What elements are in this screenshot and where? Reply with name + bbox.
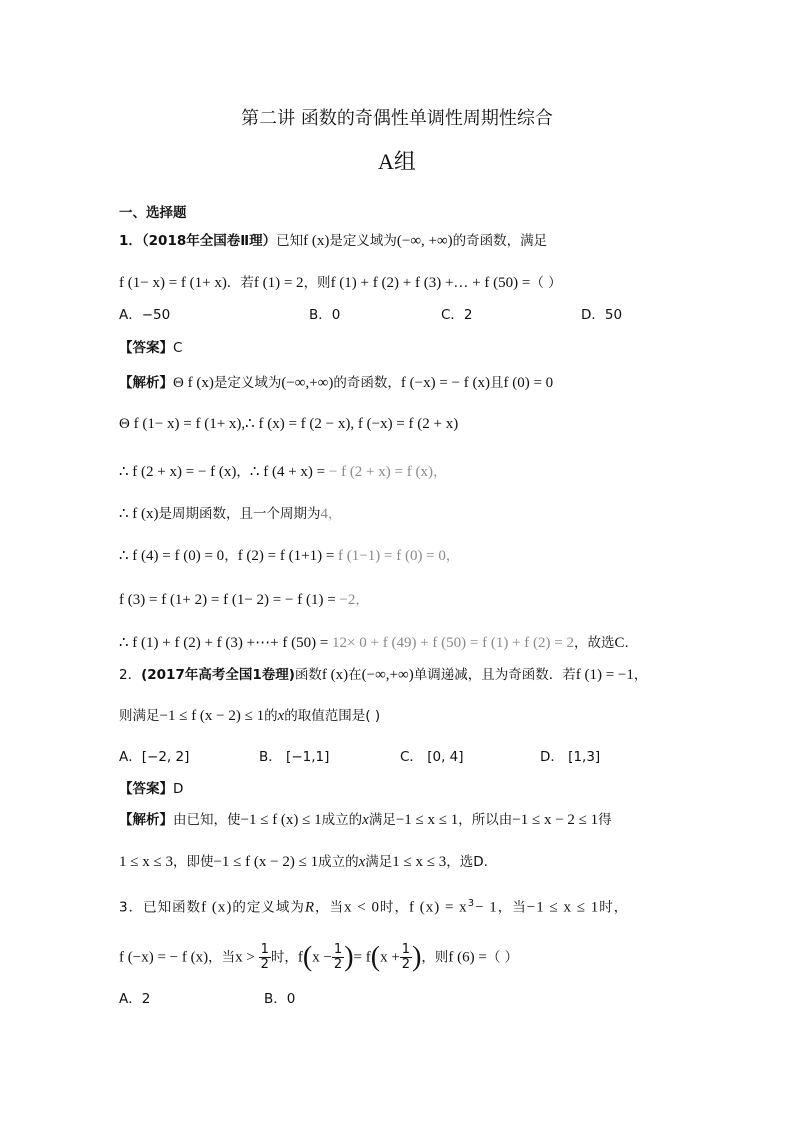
page-title: 第二讲 函数的奇偶性单调性周期性综合: [241, 108, 553, 129]
q3-stem: [119, 894, 628, 918]
q2-source: (2017年高考全国1卷理): [141, 667, 295, 683]
math: f (−x) = − f (x): [400, 375, 490, 391]
math: C: [614, 635, 625, 651]
q1-math: f (x): [303, 233, 330, 249]
q1-analysis-line-4: [119, 504, 342, 524]
text: ，所以由: [458, 812, 513, 828]
q1-option-d: D．50: [581, 307, 623, 323]
paren-open: (: [370, 941, 381, 973]
q2-number: 2．: [119, 667, 142, 683]
text: ，: [633, 667, 648, 683]
q3-option-a: A．2: [119, 991, 151, 1007]
math: −1 ≤ x − 2 ≤ 1: [512, 812, 599, 828]
math: ∴ f (1) + f (2) + f (3) +⋯+ f (50) =: [119, 635, 333, 651]
q1-analysis-line-1: [119, 373, 553, 393]
paren-close: ): [344, 941, 354, 973]
math: f (x) = x: [408, 899, 468, 916]
math: ∴ f (2 + x) = − f (x): [119, 464, 237, 480]
text: ，: [224, 548, 238, 564]
q1-option-b: B．0: [309, 307, 341, 323]
q1-text: ，则: [303, 275, 331, 291]
text: 时，: [379, 899, 409, 916]
math: f: [297, 949, 303, 966]
q1-math: f (1) = 2: [253, 275, 304, 291]
text: 是定义域为: [213, 375, 282, 391]
answer-value: D: [173, 781, 184, 797]
math: R: [304, 899, 316, 916]
answer-label: 【答案】: [119, 340, 173, 356]
math: x: [358, 854, 366, 870]
q2-analysis-line-1: [119, 810, 612, 830]
q1-text: 已知: [276, 233, 304, 249]
q2-analysis-line-2: [119, 852, 488, 872]
math: x: [277, 708, 285, 724]
text: 则满足: [119, 708, 160, 724]
q3-option-b: B．0: [264, 991, 296, 1007]
math: f (−x) = − f (x): [119, 949, 209, 966]
q3-stem-line-2: [119, 943, 518, 972]
q1-text: 是定义域为: [329, 233, 397, 249]
q2-option-b: B． [−1,1]: [259, 749, 330, 765]
answer-label: 【答案】: [119, 781, 173, 797]
math: f (3) = f (1+ 2) = f (1− 2) = − f (1) =: [119, 592, 340, 608]
math: − 1: [475, 899, 498, 916]
math: f (1−1) = f (0) = 0: [338, 548, 446, 564]
text: 时，: [270, 949, 298, 966]
paren-close: ): [412, 941, 422, 973]
q1-text: ．若: [226, 275, 254, 291]
q2-answer: [119, 779, 183, 799]
q2-option-d: D． [1,3]: [540, 749, 601, 765]
q1-analysis-line-3: [119, 462, 446, 482]
q1-stem: [119, 231, 547, 251]
q1-condition: [119, 273, 562, 293]
math: f (0) = 0: [503, 375, 554, 391]
math: x >: [235, 949, 259, 966]
text: 成立的: [321, 812, 363, 828]
section-heading: 一、选择题: [119, 205, 187, 221]
q1-source: （2018年全国卷Ⅱ理）: [141, 233, 277, 249]
answer-value: C: [173, 340, 183, 356]
q2-stem-line-2: [119, 706, 380, 726]
q1-analysis-line-5: [119, 546, 459, 566]
math: Θ f (x): [173, 375, 214, 391]
math: −1 ≤ f (x − 2) ≤ 1: [159, 708, 265, 724]
numerator: 1: [260, 942, 269, 957]
text: ，: [328, 506, 342, 522]
q2-option-c: C． [0, 4]: [400, 749, 464, 765]
math: ∴ f (4 + x) =: [249, 464, 329, 480]
text: ，选D.: [446, 854, 488, 870]
text: 的取值范围是( ): [284, 708, 381, 724]
numerator: 1: [333, 942, 343, 957]
text: 函数: [294, 667, 322, 683]
q1-text: 的奇函数，满足: [452, 233, 548, 249]
math: f (x): [201, 899, 233, 916]
text: ，当: [497, 899, 527, 916]
denominator: 2: [333, 957, 343, 972]
text: 的: [264, 708, 278, 724]
paren-open: (: [302, 941, 313, 973]
fraction-one-half: [259, 943, 271, 972]
math: −1 ≤ x ≤ 1: [526, 899, 600, 916]
denominator: 2: [260, 957, 269, 972]
text: ．: [624, 635, 639, 651]
math: 1 ≤ x ≤ 3: [119, 854, 173, 870]
text: 时，: [599, 899, 629, 916]
fraction-one-half: [400, 943, 412, 972]
text: 满足: [368, 812, 396, 828]
math: f (x): [321, 667, 349, 683]
analysis-label: 【解析】: [119, 812, 173, 828]
math: −1 ≤ x ≤ 1: [395, 812, 459, 828]
analysis-label: 【解析】: [119, 375, 173, 391]
text: 的定义域为: [232, 899, 305, 916]
denominator: 2: [401, 957, 411, 972]
text: 已知函数: [143, 899, 202, 916]
text: ，故选: [574, 635, 615, 651]
math: f (2) = f (1+1) =: [237, 548, 339, 564]
text: 是周期函数，且一个周期为: [158, 506, 321, 522]
math: = f: [353, 949, 371, 966]
q1-analysis-line-7: [119, 633, 638, 653]
text: ，: [432, 464, 447, 480]
text: （ ）: [486, 949, 519, 966]
text: 得: [598, 812, 612, 828]
q1-text: （ ）: [530, 275, 562, 291]
math: −2: [339, 592, 356, 608]
math: f (1) = −1: [575, 667, 634, 683]
text: 单调递减，且为奇函数．若: [413, 667, 576, 683]
q1-answer: [119, 338, 182, 358]
math: (−∞,+∞): [361, 667, 414, 683]
text: 由已知，使: [173, 812, 241, 828]
math: 1 ≤ x ≤ 3: [392, 854, 447, 870]
text: ，即使: [172, 854, 214, 870]
q2-option-a: A．[−2, 2]: [119, 749, 190, 765]
fraction-one-half: [332, 943, 344, 972]
q1-analysis-line-6: [119, 590, 369, 610]
text: 成立的: [318, 854, 359, 870]
text: ，当: [315, 899, 345, 916]
q1-analysis-line-2: Θ f (1− x) = f (1+ x),∴ f (x) = f (2 − x), f (−x) = f (2 + x): [119, 416, 459, 432]
math: ∴ f (x): [119, 506, 159, 522]
math: f (6) =: [448, 949, 487, 966]
q1-math: f (1− x) = f (1+ x): [119, 275, 227, 291]
math: x −: [312, 949, 332, 966]
text: ，: [236, 464, 250, 480]
math: 4: [320, 506, 329, 522]
math: x < 0: [344, 899, 380, 916]
text: 的奇函数，: [333, 375, 401, 391]
text: ，则: [421, 949, 449, 966]
math: − f (2 + x) = f (x): [328, 464, 433, 480]
text: ，: [355, 592, 369, 608]
q2-stem: [119, 665, 647, 685]
math: x +: [380, 949, 400, 966]
math: (−∞,+∞): [281, 375, 334, 391]
text: 且: [489, 375, 504, 391]
exponent: 3: [467, 898, 476, 909]
q1-math: f (1) + f (2) + f (3) +… + f (50) =: [330, 275, 531, 291]
q1-math: (−∞, +∞): [396, 233, 453, 249]
numerator: 1: [401, 942, 411, 957]
math: −1 ≤ f (x − 2) ≤ 1: [213, 854, 319, 870]
math: −1 ≤ f (x) ≤ 1: [240, 812, 322, 828]
text: ，当: [208, 949, 236, 966]
q3-number: 3．: [119, 899, 144, 916]
math: x: [362, 812, 369, 828]
text: ，: [445, 548, 460, 564]
math: 12× 0 + f (49) + f (50) = f (1) + f (2) = 2: [332, 635, 574, 651]
text: 满足: [365, 854, 393, 870]
q1-option-a: A．−50: [119, 307, 171, 323]
group-heading: A组: [378, 149, 416, 174]
math: ∴ f (4) = f (0) = 0: [119, 548, 225, 564]
q1-number: 1．: [119, 233, 142, 249]
q1-option-c: C．2: [441, 307, 473, 323]
text: 在: [348, 667, 362, 683]
